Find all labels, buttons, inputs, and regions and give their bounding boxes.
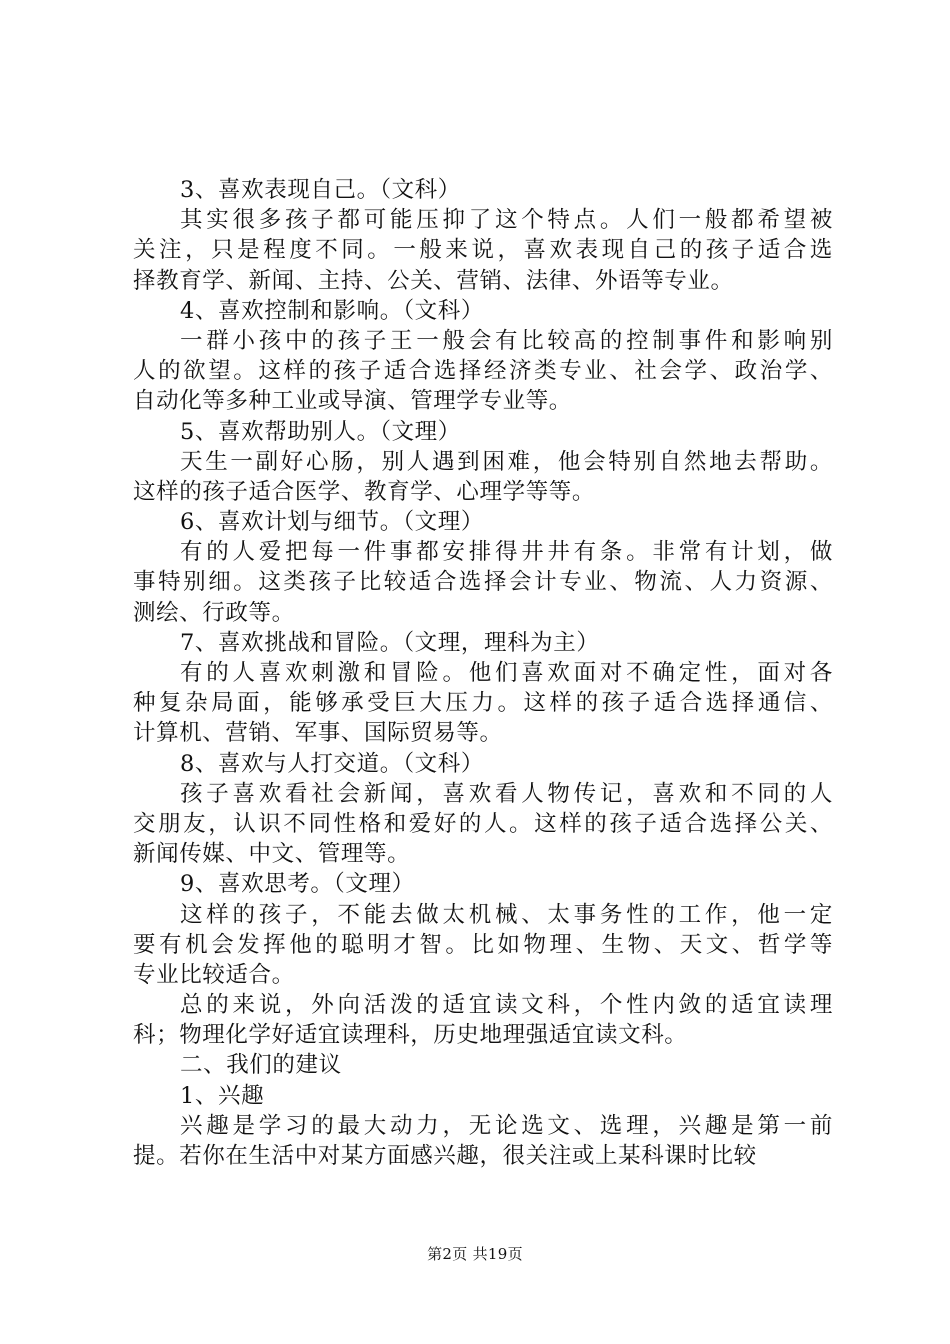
- text-line: 要有机会发挥他的聪明才智。比如物理、生物、天文、哲学等: [133, 931, 833, 958]
- body-paragraph: [133, 658, 833, 749]
- text-line: 兴趣是学习的最大动力，无论选文、选理，兴趣是第一前: [180, 1112, 833, 1139]
- text-line: 事特别细。这类孩子比较适合选择会计专业、物流、人力资源、: [133, 569, 833, 596]
- section-heading: [133, 1081, 833, 1111]
- body-paragraph: [133, 205, 833, 296]
- text-line: 计算机、营销、军事、国际贸易等。: [133, 720, 503, 747]
- section-heading: [133, 507, 833, 537]
- body-paragraph: [133, 537, 833, 628]
- text-line: 6、喜欢计划与细节。（文理）: [180, 509, 484, 536]
- text-line: 其实很多孩子都可能压抑了这个特点。人们一般都希望被: [180, 207, 833, 234]
- section-heading: [133, 175, 833, 205]
- text-line: 7、喜欢挑战和冒险。（文理，理科为主）: [180, 629, 600, 656]
- section-heading: [133, 869, 833, 899]
- text-line: 3、喜欢表现自己。（文科）: [180, 177, 461, 203]
- section-heading: [133, 1050, 833, 1080]
- section-heading: [133, 749, 833, 779]
- text-line: 1、兴趣: [180, 1082, 265, 1109]
- text-line: 交朋友，认识不同性格和爱好的人。这样的孩子适合选择公关、: [133, 810, 833, 837]
- text-line: 这样的孩子适合医学、教育学、心理学等等。: [133, 478, 596, 505]
- text-line: 自动化等多种工业或导演、管理学专业等。: [133, 388, 572, 415]
- text-line: 测绘、行政等。: [133, 599, 295, 626]
- text-line: 有的人爱把每一件事都安排得井井有条。非常有计划，做: [180, 539, 833, 566]
- text-line: 天生一副好心肠，别人遇到困难，他会特别自然地去帮助。: [180, 448, 833, 475]
- body-paragraph: [133, 1111, 833, 1171]
- text-line: 科；物理化学好适宜读理科，历史地理强适宜读文科。: [133, 1022, 688, 1049]
- text-line: 人的欲望。这样的孩子适合选择经济类专业、社会学、政治学、: [133, 358, 833, 385]
- text-line: 8、喜欢与人打交道。（文科）: [180, 750, 484, 777]
- body-paragraph: [133, 900, 833, 991]
- text-line: 种复杂局面，能够承受巨大压力。这样的孩子适合选择通信、: [133, 690, 833, 717]
- body-paragraph: [133, 326, 833, 417]
- text-line: 孩子喜欢看社会新闻，喜欢看人物传记，喜欢和不同的人: [180, 780, 833, 807]
- body-paragraph: [133, 779, 833, 870]
- text-line: 二、我们的建议: [180, 1052, 342, 1079]
- text-line: 提。若你在生活中对某方面感兴趣，很关注或上某科课时比较: [133, 1143, 757, 1169]
- document-body: [133, 175, 833, 1171]
- text-line: 关注，只是程度不同。一般来说，喜欢表现自己的孩子适合选: [133, 237, 833, 264]
- text-line: 9、喜欢思考。（文理）: [180, 871, 415, 898]
- text-line: 有的人喜欢刺激和冒险。他们喜欢面对不确定性，面对各: [180, 660, 833, 686]
- text-line: 专业比较适合。: [133, 961, 295, 988]
- text-line: 一群小孩中的孩子王一般会有比较高的控制事件和影响别: [180, 327, 833, 354]
- text-line: 这样的孩子，不能去做太机械、太事务性的工作，他一定: [180, 901, 833, 928]
- text-line: 新闻传媒、中文、管理等。: [133, 841, 411, 868]
- text-line: 4、喜欢控制和影响。（文科）: [180, 297, 484, 324]
- section-heading: [133, 417, 833, 447]
- text-line: 总的来说，外向活泼的适宜读文科，个性内敛的适宜读理: [180, 992, 833, 1019]
- page-footer: 第2页 共19页: [427, 1245, 523, 1263]
- body-paragraph: [133, 990, 833, 1050]
- section-heading: [133, 296, 833, 326]
- section-heading: [133, 628, 833, 658]
- body-paragraph: [133, 447, 833, 507]
- text-line: 择教育学、新闻、主持、公关、营销、法律、外语等专业。: [133, 267, 734, 294]
- text-line: 5、喜欢帮助别人。（文理）: [180, 418, 461, 445]
